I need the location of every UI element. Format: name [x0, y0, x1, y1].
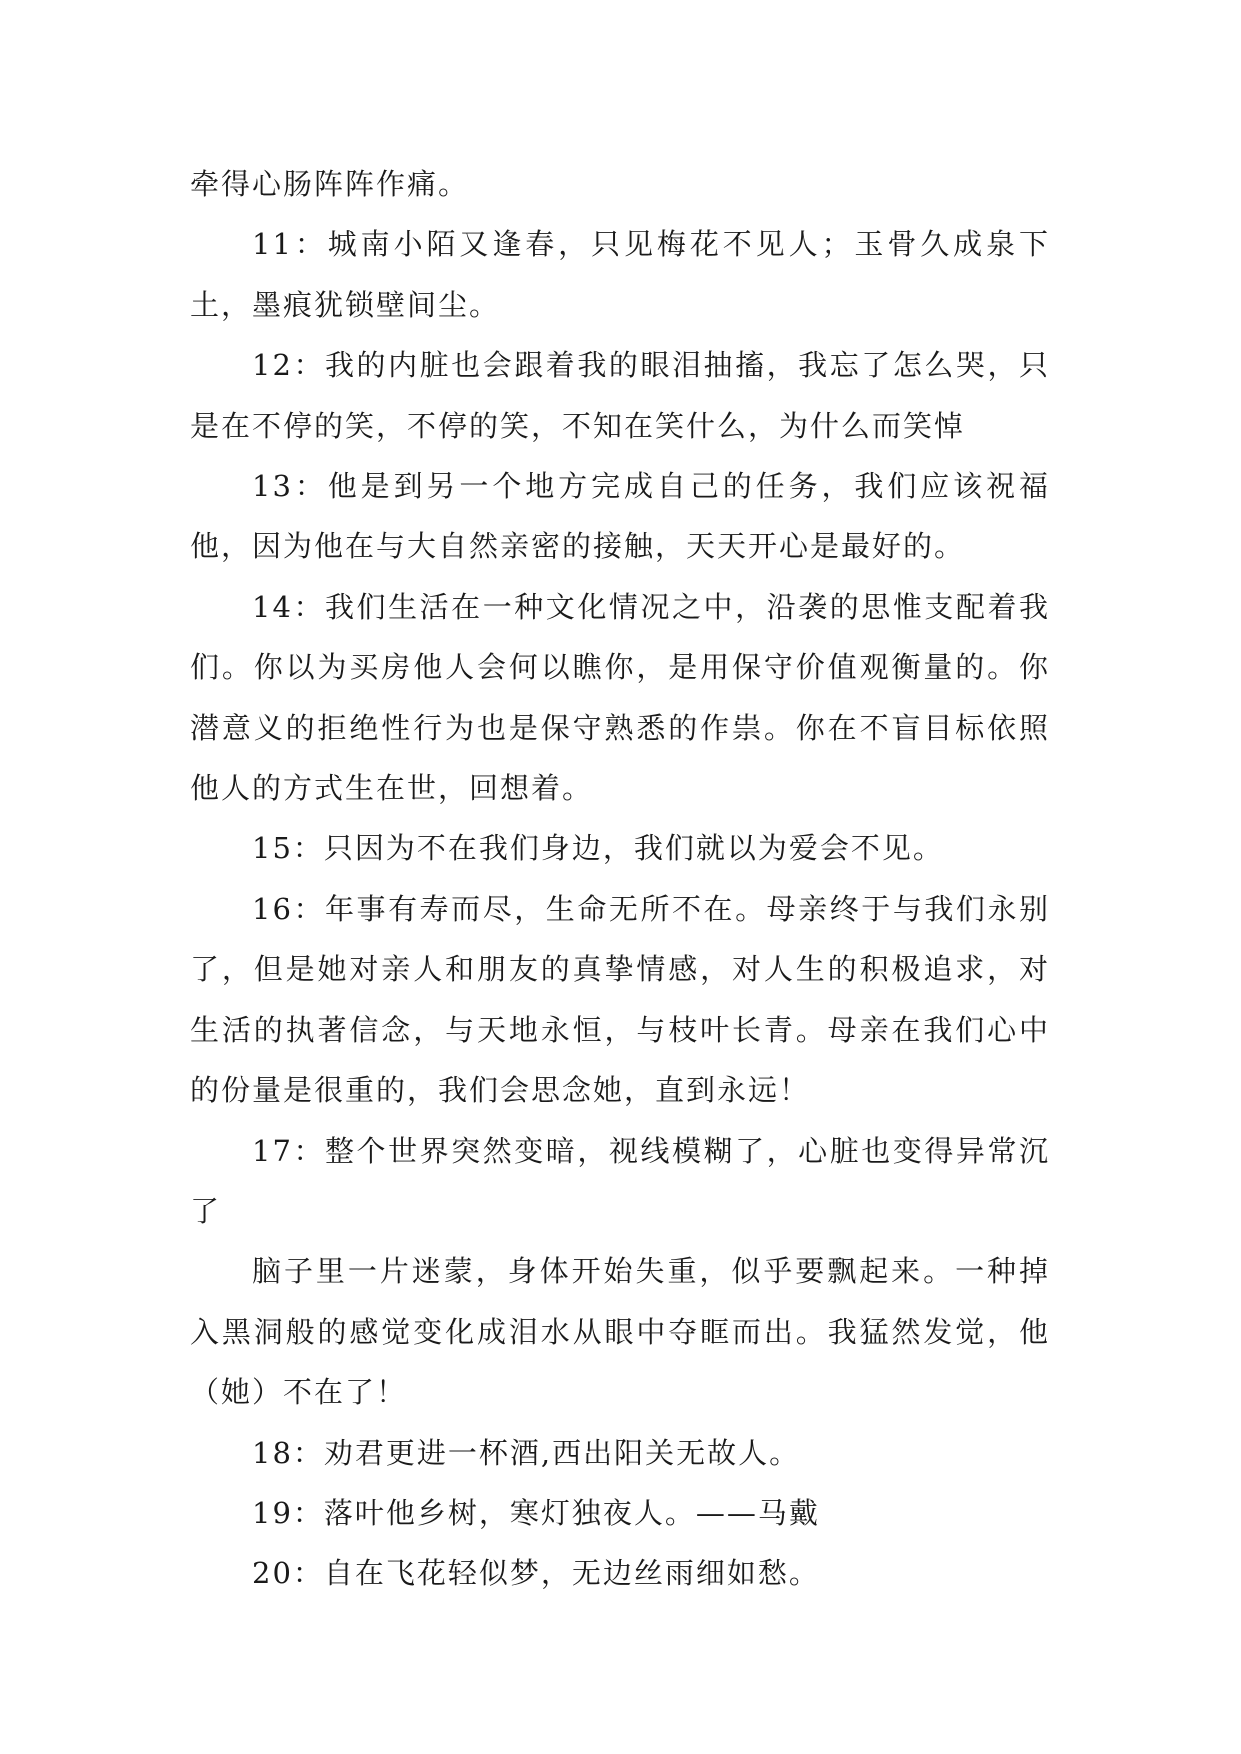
paragraph-item-15: 15：只因为不在我们身边，我们就以为爱会不见。 [252, 831, 944, 866]
paragraph-continuation: 牵得心肠阵阵作痛。 [190, 167, 470, 201]
paragraph-item-20: 20：自在飞花轻似梦，无边丝雨细如愁。 [252, 1556, 820, 1591]
paragraph-item-17: 17：整个世界突然变暗，视线模糊了，心脏也变得异常沉了 [190, 1133, 1050, 1228]
paragraph-item-17-continued: 脑子里一片迷蒙，身体开始失重，似乎要飘起来。一种掉入黑洞般的感觉变化成泪水从眼中夺眶而出。我猛然发觉，他（她）不在了！ [190, 1254, 1050, 1410]
paragraph-item-19: 19：落叶他乡树，寒灯独夜人。——马戴 [252, 1495, 820, 1530]
paragraph-item-13: 13：他是到另一个地方完成自己的任务，我们应该祝福他，因为他在与大自然亲密的接触，天天开心是最好的。 [190, 469, 1050, 564]
paragraph-item-16: 16：年事有寿而尽，生命无所不在。母亲终于与我们永别了，但是她对亲人和朋友的真挚情感，对人生的积极追求，对生活的执著信念，与天地永恒，与枝叶长青。母亲在我们心中的份量是很重的，我们会思念她，直到永远！ [190, 891, 1050, 1108]
paragraph-item-11: 11：城南小陌又逢春，只见梅花不见人；玉骨久成泉下土，墨痕犹锁壁间尘。 [190, 227, 1050, 322]
paragraph-item-14: 14：我们生活在一种文化情况之中，沿袭的思惟支配着我们。你以为买房他人会何以瞧你，是用保守价值观衡量的。你潜意义的拒绝性行为也是保守熟悉的作祟。你在不盲目标依照他人的方式生在世，回想着。 [190, 589, 1050, 806]
document-body [190, 154, 1050, 1604]
paragraph-item-12: 12：我的内脏也会跟着我的眼泪抽搐，我忘了怎么哭，只是在不停的笑，不停的笑，不知在笑什么，为什么而笑悼 [190, 348, 1050, 443]
paragraph-item-18: 18：劝君更进一杯酒,西出阳关无故人。 [252, 1435, 801, 1470]
